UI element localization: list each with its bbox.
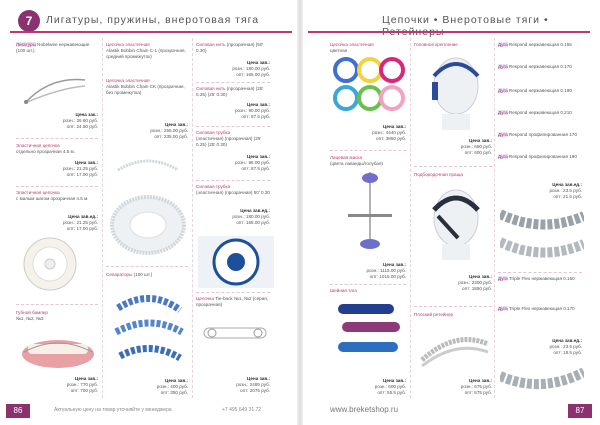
price-retail: розн.: 21.25 руб. — [62, 220, 98, 226]
price-retail: розн.: 650 руб. — [460, 144, 492, 150]
page-gutter — [297, 0, 303, 425]
price-block — [16, 214, 98, 233]
price-retail: розн.: 90.00 руб. — [234, 108, 270, 114]
price-block — [414, 274, 492, 293]
column-divider — [494, 38, 495, 398]
item-separator — [196, 126, 270, 127]
price-label: Цена зав.ед.: — [68, 214, 98, 219]
product-name: Плоский ретейнер — [414, 312, 454, 317]
price-retail: розн.: 23.5 руб. — [549, 188, 582, 194]
price-wholesale: опт: 165.00 руб. — [236, 72, 270, 78]
product-card[interactable] — [498, 110, 582, 116]
price-wholesale: опт: 87.5 руб. — [241, 166, 270, 172]
price-label: Цена зав.: — [247, 376, 270, 381]
price-retail: розн.: 600 руб. — [374, 384, 406, 390]
column-divider — [410, 38, 411, 398]
price-block — [106, 122, 188, 141]
product-card[interactable] — [498, 132, 582, 138]
braided-wire-image — [500, 204, 584, 268]
price-block — [330, 262, 406, 281]
price-label: Цена зав.: — [383, 262, 406, 267]
price-label: Цена зав.: — [383, 378, 406, 383]
price-label: Цена зав.ед.: — [552, 338, 582, 343]
product-desc: (эластичная) (прозрачная) 50' 0.30 — [196, 190, 270, 196]
product-desc: (эластичная) (прозрачная) (25' 0.25) (25' 0.30) — [196, 136, 262, 148]
price-label: Цена зав.: — [247, 60, 270, 65]
product-desc: №1, №2, №3 — [16, 316, 44, 322]
left-page-title: Лигатуры, пружины, внеротовая тяга — [46, 14, 260, 26]
price-retail: розн.: 180.00 руб. — [232, 66, 270, 72]
price-wholesale: опт: 1850 руб. — [462, 286, 492, 292]
headgear-head-image — [424, 52, 486, 130]
force-thread-spool-image — [198, 236, 274, 288]
item-separator — [16, 186, 98, 187]
price-label: Цена зак.: — [75, 112, 98, 117]
product-name: Цепочка эластичная — [106, 42, 150, 47]
product-card[interactable] — [330, 288, 406, 294]
triple-flex-wire-image — [500, 362, 584, 400]
price-retail: розн.: 96.00 руб. — [234, 160, 270, 166]
price-block — [414, 138, 492, 157]
price-retail: розн.: 255.00 руб. — [150, 128, 188, 134]
product-card[interactable] — [16, 143, 98, 155]
item-separator — [330, 284, 406, 285]
product-name: Эластичная цепочка — [16, 190, 60, 195]
item-separator — [330, 150, 406, 151]
price-wholesale: опт: 24.50 руб. — [66, 124, 98, 130]
price-label: Цена зав.: — [247, 102, 270, 107]
price-label: Цена зав.ед.: — [552, 182, 582, 187]
item-separator — [16, 138, 98, 139]
product-desc: с малым шагом прозрачная 4.5 м. — [16, 196, 89, 202]
item-separator — [106, 266, 188, 267]
product-name: Силовая трубка — [196, 184, 231, 189]
product-card[interactable] — [196, 130, 270, 149]
price-label: Цена зав.: — [469, 274, 492, 279]
column-divider — [102, 38, 103, 398]
product-desc: Respond нержавеющая 0.170 — [508, 64, 572, 69]
product-card[interactable] — [196, 42, 270, 54]
price-label: Цена зав.ед.: — [240, 208, 270, 213]
product-desc: Triple Flex нержавеющая 0.170 — [508, 306, 575, 311]
price-label: Цена зав.: — [383, 124, 406, 129]
chain-spool-image — [22, 236, 78, 292]
price-block — [330, 124, 406, 143]
price-label: Цена зав.: — [165, 378, 188, 383]
product-card[interactable] — [16, 310, 98, 322]
product-name: Дуга — [498, 276, 508, 281]
item-separator — [196, 180, 270, 181]
product-desc: Respond нержавеющая 0.190 — [508, 88, 572, 93]
price-label: Цена зав.: — [247, 154, 270, 159]
product-name: Шейная тяга — [330, 288, 357, 293]
product-desc: (100 шт.) — [133, 272, 153, 277]
product-name: Дуга — [498, 88, 508, 93]
price-label: Цена зав.: — [165, 122, 188, 127]
price-block — [196, 154, 270, 173]
product-desc: Respond нержавеющая 0.155 — [508, 42, 572, 47]
item-separator — [414, 166, 492, 167]
product-name: Лигатуры — [16, 42, 36, 47]
price-wholesale: опт: 700 руб. — [70, 388, 98, 394]
product-desc: Alastik Bobbin Chain C-1 (прозрачная, средний промежуток) — [106, 48, 186, 60]
product-name: Цепочка эластичная — [330, 42, 374, 47]
price-block — [16, 112, 98, 131]
product-name: Дуга — [498, 42, 508, 47]
price-wholesale: опт: 1015.00 руб. — [369, 274, 406, 280]
price-wholesale: опт: 575 руб. — [464, 390, 492, 396]
product-card[interactable] — [16, 190, 98, 202]
product-card[interactable] — [16, 42, 98, 54]
retainer-wire-image — [418, 330, 492, 372]
product-desc: цветная — [330, 48, 348, 54]
price-retail: розн.: 2485 руб. — [236, 382, 270, 388]
price-block — [414, 378, 492, 397]
product-card[interactable] — [196, 296, 270, 308]
price-retail: розн.: 1115.00 руб. — [366, 268, 406, 274]
price-wholesale: опт: 55.5 руб. — [377, 390, 406, 396]
product-desc: (прозрачная) (50' 0.30) — [196, 42, 264, 54]
product-card[interactable] — [106, 78, 188, 97]
product-name: Губной бампер — [16, 310, 48, 315]
product-desc: Alastik Bobbin Chain CK (прозрачная, без промежутка) — [106, 84, 185, 96]
product-card[interactable] — [106, 272, 188, 278]
price-wholesale: опт: 17.00 руб. — [66, 172, 98, 178]
product-name: Дуга — [498, 306, 508, 311]
price-wholesale: опт: 21.5 руб. — [553, 194, 582, 200]
price-retail: розн.: 400 руб. — [156, 384, 188, 390]
price-label: Цена зав.: — [75, 376, 98, 381]
price-block — [196, 102, 270, 121]
price-label: Цена зав.: — [469, 378, 492, 383]
product-name: Дуга — [498, 110, 508, 115]
chin-cup-head-image — [424, 182, 486, 262]
price-wholesale: опт: 87.5 руб. — [241, 114, 270, 120]
tie-back-image — [200, 318, 270, 348]
price-wholesale: опт: 2075 руб. — [240, 388, 270, 394]
left-header-rule — [10, 31, 292, 33]
product-name: Цепочка эластичная — [106, 78, 150, 83]
price-block — [106, 378, 188, 397]
price-retail: розн.: 4440 руб. — [372, 130, 406, 136]
product-card[interactable] — [330, 155, 406, 167]
price-wholesale: опт: 17.00 руб. — [66, 226, 98, 232]
price-block — [196, 60, 270, 79]
column-divider — [192, 38, 193, 398]
product-name: Силовая трубка — [196, 130, 231, 135]
price-retail: розн.: 675 руб. — [460, 384, 492, 390]
item-separator — [16, 304, 98, 305]
price-wholesale: опт: 235.00 руб. — [154, 134, 188, 140]
product-desc: Nobelwee нержавеющие (100 шт.) — [16, 42, 90, 54]
item-separator — [196, 82, 270, 83]
product-card[interactable] — [106, 42, 188, 61]
product-card[interactable] — [414, 172, 492, 178]
product-desc: Tie-back №1, №2 (серая, прозрачная) — [196, 296, 269, 308]
product-card[interactable] — [498, 42, 582, 48]
price-retail: розн.: 23.5 руб. — [549, 344, 582, 350]
product-card[interactable] — [498, 306, 582, 312]
price-block — [196, 376, 270, 395]
face-mask-image — [342, 170, 398, 252]
price-wholesale: опт: 18.5 руб. — [553, 350, 582, 356]
product-name: Сепараторы — [106, 272, 133, 277]
footer-phone[interactable]: +7 495 649 31 72 — [222, 407, 262, 413]
lip-bumper-image — [18, 330, 98, 372]
price-wholesale: опт: 165.00 руб. — [236, 220, 270, 226]
colored-chains-image — [332, 56, 406, 120]
price-label: Цена зав.: — [75, 160, 98, 165]
product-card[interactable] — [498, 64, 582, 70]
price-block — [498, 338, 582, 357]
product-desc: Respond профилированная 170 — [508, 132, 577, 137]
product-card[interactable] — [330, 42, 406, 54]
product-card[interactable] — [196, 86, 270, 98]
right-header-rule — [308, 31, 590, 33]
product-name: Дуга — [498, 132, 508, 137]
item-separator — [498, 272, 582, 273]
product-name: Дуга — [498, 64, 508, 69]
product-card[interactable] — [498, 154, 582, 160]
product-desc: Respond профилированная 190 — [508, 154, 577, 159]
ligature-tool-image — [20, 68, 90, 108]
price-block — [498, 182, 582, 201]
product-desc: (цвета лаванды/голубая) — [330, 161, 383, 167]
right-page-title: Цепочки • Внеротовые тяги • — [382, 14, 549, 26]
product-name: Цепочка — [196, 296, 214, 301]
product-desc: отдельно прозрачная 4.5 м. — [16, 149, 75, 155]
product-desc: (прозрачная) (25' 0.25) (25' 0.30) — [196, 86, 264, 98]
product-desc: Triple Flex нержавеющая 0.150 — [508, 276, 575, 281]
price-retail: розн.: 21.25 руб. — [62, 166, 98, 172]
price-retail: розн.: 180.00 руб. — [232, 214, 270, 220]
product-name: Подбородочная праща — [414, 172, 463, 177]
product-card[interactable] — [414, 42, 492, 48]
price-retail: розн.: 770 руб. — [66, 382, 98, 388]
website-link[interactable]: www.breketshop.ru — [330, 405, 399, 414]
neck-strap-image — [334, 298, 406, 366]
product-name: Силовая нить — [196, 42, 226, 47]
page-number-right: 87 — [568, 404, 592, 418]
product-desc: Respond нержавеющая 0.210 — [508, 110, 572, 115]
price-block — [16, 376, 98, 395]
price-label: Цена зав.: — [469, 138, 492, 143]
product-card[interactable] — [414, 312, 492, 318]
product-name: Дуга — [498, 154, 508, 159]
item-separator — [196, 292, 270, 293]
price-block — [16, 160, 98, 179]
product-name: Головное крепление — [414, 42, 458, 47]
price-block — [330, 378, 406, 397]
footer-note: Актуальную цену на товар уточняйте у менеджера — [54, 407, 172, 413]
price-wholesale: опт: 3850 руб. — [376, 136, 406, 142]
product-card[interactable] — [498, 88, 582, 94]
price-retail: розн.: 26.60 руб. — [62, 118, 98, 124]
chain-roll-image — [108, 150, 188, 260]
product-card[interactable] — [196, 184, 270, 196]
price-block — [196, 208, 270, 227]
price-retail: розн.: 2300 руб. — [458, 280, 492, 286]
page-number-left: 86 — [6, 404, 30, 418]
product-name: Силовая нить — [196, 86, 226, 91]
price-wholesale: опт: 600 руб. — [464, 150, 492, 156]
chapter-number-badge: 7 — [18, 10, 40, 32]
separators-image — [110, 288, 188, 374]
product-card[interactable] — [498, 276, 582, 282]
product-name: Эластичная цепочка — [16, 143, 60, 148]
price-wholesale: опт: 350 руб. — [160, 390, 188, 396]
item-separator — [414, 306, 492, 307]
product-name: Лицевая маска — [330, 155, 363, 160]
